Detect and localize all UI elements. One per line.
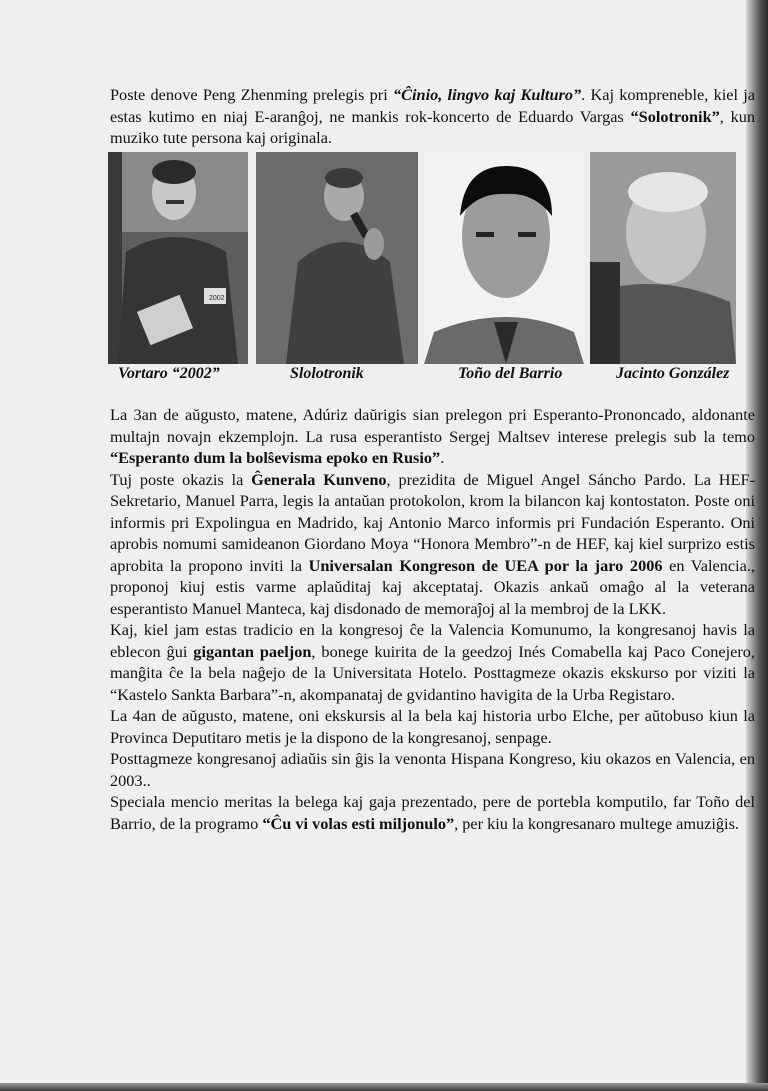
article-body <box>110 404 755 834</box>
scan-bottom-edge <box>0 1083 768 1091</box>
p3-text-a: Kaj, kiel jam estas tradicio en la kongresoj ĉe la Valencia Komunumo, la kongresanoj havis la eblecon ĝui <box>110 620 755 661</box>
program-title: “Ĉu vi volas esti miljonulo” <box>262 813 455 833</box>
intro-line-a: Poste denove Peng Zhenming prelegis pri <box>110 85 393 104</box>
p3-text-c: , bonege kuirita de la geedzoj Inés Comabella kaj Paco Conejero, manĝita ĉe la bela naĝejo de la Universitata Hotelo. Posttagmeze okazis ekskurso por viziti la “Kastelo Sankta Barbara”-n, akompanataj de gvidantino havigita de la Urba Registaro. <box>110 641 755 704</box>
p6-text-c: , per kiu la kongresanaro multege amuziĝis. <box>454 813 739 833</box>
paragraph-farewell: Posttagmeze kongresanoj adiaŭis sin ĝis la venonta Hispana Kongreso, kiu okazos en Valencia, en 2003.. <box>110 749 755 790</box>
talk-title: “Ĉinio, lingvo kaj Kulturo” <box>392 85 582 104</box>
intro-line-b: . Kaj kompreneble, kiel ja estas kutimo en niaj E-aranĝoj, ne mankis rok-koncerto de Eduardo Vargas <box>110 85 755 126</box>
book-label: 2002 <box>209 295 225 302</box>
photo-jacinto <box>590 152 736 364</box>
p2-text-a: Tuj poste okazis la <box>110 469 252 489</box>
paella-highlight: gigantan paeljon <box>193 641 312 661</box>
p1-text-a: La 3an de aŭgusto, matene, Adúriz daŭrigis sian prelegon pri Esperanto-Prononcado, aldonante multajn novajn ekzemplojn. La rusa esperantisto Sergej Maltsev interese prelegis sub la temo <box>110 405 755 446</box>
photo-tono <box>424 152 584 364</box>
paragraph-miljonulo <box>110 791 755 834</box>
intro-text <box>110 84 755 149</box>
caption-vortaro: Vortaro “2002” <box>118 365 220 382</box>
congress-proposal: Universalan Kongreson de UEA por la jaro 2006 <box>308 555 663 575</box>
intro-paragraph <box>110 84 755 149</box>
p6-text-a: Speciala mencio meritas la belega kaj gaja prezentado, pere de portebla komputilo, far Toño del Barrio, de la programo <box>110 792 755 833</box>
caption-jacinto: Jacinto González <box>616 365 730 382</box>
photo-vortaro <box>108 152 248 364</box>
intro-line-c: , kun muziko tute persona kaj originala. <box>110 106 755 147</box>
paragraph-elche: La 4an de aŭgusto, matene, oni ekskursis al la bela kaj historia urbo Elche, per aŭtobuso kiun la Provinca Deputitaro metis je la dispono de la kongresanoj, senpage. <box>110 706 755 747</box>
caption-tono: Toño del Barrio <box>458 365 563 382</box>
p2-text-e: en Valencia., proponoj kiuj estis varme aplaŭditaj kaj akceptataj. Okazis ankaŭ omaĝo al la veterana esperantisto Manuel Manteca, kaj disdonado de memoraĵoj al la membroj de la LKK. <box>110 555 755 618</box>
lecture-title: “Esperanto dum la bolŝevisma epoko en Rusio” <box>110 448 441 467</box>
paragraph-paella <box>110 619 755 705</box>
meeting-title: Ĝenerala Kunveno <box>251 469 387 489</box>
paragraph-prononcado <box>110 404 755 469</box>
photo-solotronik <box>256 152 418 364</box>
paragraph-kunveno <box>110 469 755 620</box>
band-name: “Solotronik” <box>630 106 720 126</box>
photo-strip <box>108 152 738 383</box>
p1-text-c: . <box>440 448 445 467</box>
p2-text-c: , prezidita de Miguel Angel Sáncho Pardo. La HEF-Sekretario, Manuel Parra, legis la antaŭan protokolon, krom la bilancon kaj kontostaton. Poste oni informis pri Expolingua en Madrido, kaj Antonio Marco informis pri Fundación Esperanto. Oni aprobis nomumi samideanon Giordano Moya “Honora Membro”-n de HEF, kaj kiel surprizo estis aprobita la propono inviti la <box>110 469 755 575</box>
caption-solotronik: Slolotronik <box>290 365 364 382</box>
